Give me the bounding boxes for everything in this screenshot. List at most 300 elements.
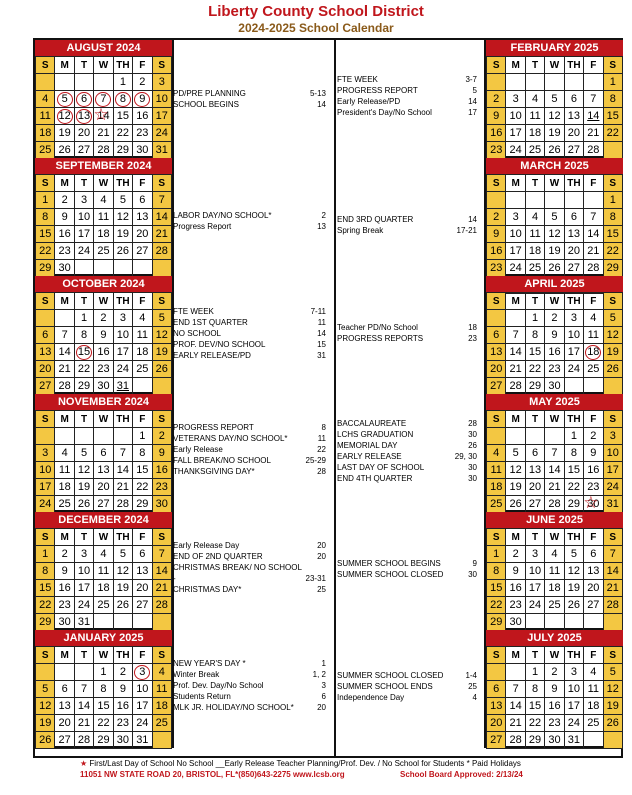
day-cell: 8 bbox=[36, 563, 55, 580]
event-label: SUMMER SCHOOL CLOSED bbox=[337, 671, 444, 680]
day-cell: 28 bbox=[94, 142, 113, 159]
day-cell: 2 bbox=[133, 74, 152, 91]
day-cell: 13 bbox=[487, 698, 506, 715]
day-cell: 25 bbox=[94, 597, 113, 614]
day-cell: 27 bbox=[55, 732, 74, 749]
day-header: S bbox=[36, 175, 55, 192]
day-header: T bbox=[525, 529, 544, 546]
day-header: TH bbox=[113, 293, 132, 310]
day-header: S bbox=[487, 529, 506, 546]
event-date: 14 bbox=[317, 100, 326, 109]
day-cell: 13 bbox=[564, 108, 583, 125]
day-cell: 13 bbox=[487, 344, 506, 361]
day-cell: 12 bbox=[603, 327, 622, 344]
day-cell: 24 bbox=[36, 496, 55, 513]
day-cell: 6 bbox=[74, 91, 93, 108]
day-cell: 2 bbox=[487, 209, 506, 226]
event-row bbox=[337, 462, 477, 473]
day-cell: 11 bbox=[525, 108, 544, 125]
day-cell: 22 bbox=[74, 361, 93, 378]
event-date: 29, 30 bbox=[454, 452, 477, 461]
day-header: S bbox=[603, 529, 622, 546]
day-cell: 5 bbox=[152, 310, 171, 327]
day-cell: 9 bbox=[487, 108, 506, 125]
day-header: W bbox=[545, 411, 564, 428]
day-cell: 11 bbox=[36, 108, 55, 125]
day-cell: 22 bbox=[36, 243, 55, 260]
event-label: Prof. Dev. Day/No School bbox=[173, 681, 264, 690]
day-cell: 16 bbox=[94, 344, 113, 361]
event-row bbox=[173, 669, 326, 680]
event-row bbox=[173, 422, 326, 433]
day-header: F bbox=[133, 647, 152, 664]
day-header: T bbox=[525, 57, 544, 74]
day-cell: 24 bbox=[113, 361, 132, 378]
day-cell: 15 bbox=[94, 698, 113, 715]
day-header: M bbox=[506, 647, 525, 664]
day-cell: 26 bbox=[36, 732, 55, 749]
day-cell: 15 bbox=[113, 108, 132, 125]
events-block bbox=[173, 88, 326, 110]
day-cell: 27 bbox=[74, 142, 93, 159]
day-cell: 23 bbox=[487, 142, 506, 159]
day-header: T bbox=[74, 647, 93, 664]
day-cell: 9 bbox=[584, 445, 603, 462]
day-cell: 31 bbox=[133, 732, 152, 749]
month-header: APRIL 2025 bbox=[486, 276, 623, 292]
day-cell: 14 ☆ bbox=[94, 108, 113, 125]
month-header: MAY 2025 bbox=[486, 394, 623, 410]
day-cell: 8 bbox=[133, 445, 152, 462]
day-cell: 21 bbox=[94, 125, 113, 142]
event-date: 30 bbox=[468, 570, 477, 579]
day-cell: 29 bbox=[487, 614, 506, 631]
month-table bbox=[486, 56, 623, 159]
day-cell: 7 bbox=[584, 209, 603, 226]
day-cell: 14 bbox=[74, 698, 93, 715]
day-cell: 11 bbox=[584, 681, 603, 698]
day-cell: 2 bbox=[584, 428, 603, 445]
day-cell: 1 bbox=[36, 546, 55, 563]
day-cell: 12 bbox=[545, 226, 564, 243]
day-cell: 7 bbox=[152, 546, 171, 563]
day-cell: 5 bbox=[74, 445, 93, 462]
day-cell: 12 bbox=[152, 327, 171, 344]
day-cell: 9 bbox=[133, 91, 152, 108]
event-row bbox=[173, 350, 326, 361]
day-cell: 7 bbox=[584, 91, 603, 108]
day-cell: 29 bbox=[113, 142, 132, 159]
event-date: 20 bbox=[317, 541, 326, 550]
day-cell: 13 bbox=[584, 563, 603, 580]
day-cell bbox=[94, 260, 113, 277]
day-header: M bbox=[55, 529, 74, 546]
day-header: S bbox=[152, 293, 171, 310]
day-header: F bbox=[133, 529, 152, 546]
event-row bbox=[173, 680, 326, 691]
day-cell: 3 bbox=[152, 74, 171, 91]
month-table bbox=[486, 646, 623, 749]
event-date: 20 bbox=[317, 703, 326, 712]
day-cell: 6 bbox=[133, 192, 152, 209]
day-cell: 13 bbox=[74, 108, 93, 125]
day-header: W bbox=[94, 529, 113, 546]
day-cell: 23 bbox=[152, 479, 171, 496]
event-date: 23-31 bbox=[305, 574, 326, 583]
event-date: 9 bbox=[472, 559, 477, 568]
day-cell: 4 bbox=[584, 664, 603, 681]
day-cell: 14 bbox=[584, 108, 603, 125]
day-cell bbox=[564, 378, 583, 395]
day-cell: 15 bbox=[564, 462, 583, 479]
day-cell: 3 bbox=[564, 310, 583, 327]
day-cell: 7 bbox=[506, 327, 525, 344]
day-header: W bbox=[94, 57, 113, 74]
day-header: T bbox=[74, 175, 93, 192]
event-row bbox=[173, 455, 326, 466]
event-row bbox=[173, 551, 326, 562]
day-cell: 3 bbox=[36, 445, 55, 462]
day-header: T bbox=[74, 529, 93, 546]
day-cell: 3 bbox=[506, 91, 525, 108]
day-header: TH bbox=[113, 411, 132, 428]
day-cell: 8 bbox=[525, 327, 544, 344]
event-label: END 4TH QUARTER bbox=[337, 474, 413, 483]
day-cell: 26 bbox=[113, 243, 132, 260]
day-cell: 27 bbox=[94, 496, 113, 513]
day-cell: 21 bbox=[584, 243, 603, 260]
day-cell: 28 bbox=[506, 378, 525, 395]
day-header: M bbox=[55, 57, 74, 74]
day-cell: 11 bbox=[487, 462, 506, 479]
day-cell: 8 bbox=[603, 209, 622, 226]
day-cell: 26 bbox=[603, 361, 622, 378]
day-header: S bbox=[36, 647, 55, 664]
day-cell bbox=[584, 614, 603, 631]
center-divider bbox=[334, 40, 336, 756]
day-header: S bbox=[487, 293, 506, 310]
event-date: 14 bbox=[317, 329, 326, 338]
day-cell: 1 bbox=[525, 664, 544, 681]
day-cell: 9 bbox=[94, 327, 113, 344]
event-row bbox=[173, 88, 326, 99]
day-cell bbox=[584, 74, 603, 91]
day-cell: 23 bbox=[55, 597, 74, 614]
day-cell: 14 bbox=[152, 563, 171, 580]
event-date: 7-11 bbox=[310, 307, 326, 316]
day-cell: 5 bbox=[113, 546, 132, 563]
event-row bbox=[337, 96, 477, 107]
day-cell: 26 bbox=[545, 142, 564, 159]
day-header: T bbox=[74, 411, 93, 428]
day-header: W bbox=[94, 411, 113, 428]
day-cell: 2 bbox=[545, 664, 564, 681]
day-cell: 19 bbox=[564, 580, 583, 597]
day-cell: 11 bbox=[584, 327, 603, 344]
day-cell bbox=[564, 614, 583, 631]
day-cell: 21 bbox=[506, 715, 525, 732]
day-cell: 29 bbox=[603, 260, 622, 277]
day-cell: 15 bbox=[487, 580, 506, 597]
event-row bbox=[337, 473, 477, 484]
day-cell: 25 bbox=[525, 260, 544, 277]
day-cell: 2 bbox=[94, 310, 113, 327]
event-row bbox=[337, 569, 477, 580]
events-block bbox=[337, 74, 477, 118]
day-cell: 29 bbox=[36, 260, 55, 277]
event-label: Students Return bbox=[173, 692, 231, 701]
day-cell: 18 bbox=[94, 226, 113, 243]
day-cell: 14 bbox=[55, 344, 74, 361]
day-header: M bbox=[506, 529, 525, 546]
day-cell: 18 bbox=[133, 344, 152, 361]
day-cell: 20 bbox=[487, 715, 506, 732]
event-label: PD/PRE PLANNING bbox=[173, 89, 246, 98]
day-cell: 24 bbox=[564, 715, 583, 732]
day-cell: 26 bbox=[603, 715, 622, 732]
page-subtitle: 2024-2025 School Calendar bbox=[238, 21, 394, 35]
event-row bbox=[173, 221, 326, 232]
day-cell: 8 bbox=[94, 681, 113, 698]
day-cell: 5 bbox=[545, 209, 564, 226]
day-cell: 28 bbox=[152, 597, 171, 614]
day-header: T bbox=[525, 175, 544, 192]
event-row bbox=[173, 573, 326, 584]
day-cell: 30 bbox=[152, 496, 171, 513]
event-label: Early Release Day bbox=[173, 541, 240, 550]
day-cell: 4 bbox=[525, 91, 544, 108]
day-cell: 28 bbox=[506, 732, 525, 749]
day-cell: 20 bbox=[36, 361, 55, 378]
day-cell: 10 bbox=[74, 563, 93, 580]
event-label: Winter Break bbox=[173, 670, 220, 679]
day-cell: 27 bbox=[487, 732, 506, 749]
day-cell: 10 bbox=[525, 563, 544, 580]
event-label: NO SCHOOL bbox=[173, 329, 222, 338]
events-block bbox=[173, 540, 326, 595]
day-cell bbox=[152, 732, 171, 749]
day-cell: 3 bbox=[74, 192, 93, 209]
day-cell: 4 bbox=[133, 310, 152, 327]
day-header: W bbox=[545, 175, 564, 192]
day-cell: 6 bbox=[133, 546, 152, 563]
day-cell: 22 bbox=[133, 479, 152, 496]
day-cell bbox=[545, 428, 564, 445]
day-header: M bbox=[55, 647, 74, 664]
day-cell: 30 bbox=[545, 378, 564, 395]
day-header: T bbox=[525, 647, 544, 664]
day-cell: 18 bbox=[55, 479, 74, 496]
day-cell: 8 bbox=[36, 209, 55, 226]
day-cell bbox=[603, 142, 622, 159]
event-row bbox=[173, 466, 326, 477]
month-april-2025 bbox=[484, 276, 623, 394]
day-cell: 6 bbox=[564, 209, 583, 226]
day-cell: 10 bbox=[133, 681, 152, 698]
event-row bbox=[173, 306, 326, 317]
event-label: - bbox=[173, 574, 176, 583]
board-approved: School Board Approved: 2/13/24 bbox=[400, 770, 523, 779]
day-header: M bbox=[506, 411, 525, 428]
event-label: EARLY RELEASE/PD bbox=[173, 351, 251, 360]
day-cell: 14 bbox=[506, 698, 525, 715]
day-cell: 16 bbox=[545, 698, 564, 715]
day-cell: 24 bbox=[74, 597, 93, 614]
day-cell: 3 bbox=[525, 546, 544, 563]
day-cell: 2 bbox=[55, 192, 74, 209]
day-cell: 28 bbox=[584, 142, 603, 159]
month-table bbox=[35, 56, 172, 159]
day-cell: 22 bbox=[36, 597, 55, 614]
day-cell: 20 bbox=[564, 125, 583, 142]
day-cell: 7 bbox=[152, 192, 171, 209]
day-cell bbox=[55, 428, 74, 445]
event-label: BACCALAUREATE bbox=[337, 419, 407, 428]
day-cell: 30 ☆ bbox=[584, 496, 603, 513]
day-cell bbox=[584, 732, 603, 749]
day-cell bbox=[603, 378, 622, 395]
day-header: M bbox=[506, 293, 525, 310]
day-cell: 17 bbox=[564, 698, 583, 715]
event-label: CHRISTMAS BREAK/ NO SCHOOL bbox=[173, 563, 302, 572]
day-cell: 8 bbox=[564, 445, 583, 462]
day-cell bbox=[94, 428, 113, 445]
day-cell: 20 bbox=[525, 479, 544, 496]
event-row bbox=[337, 440, 477, 451]
day-cell: 18 bbox=[584, 698, 603, 715]
day-cell: 23 bbox=[487, 260, 506, 277]
day-cell: 29 bbox=[525, 378, 544, 395]
day-cell: 6 bbox=[94, 445, 113, 462]
event-date: 25 bbox=[317, 585, 326, 594]
day-cell: 17 bbox=[152, 108, 171, 125]
day-cell: 24 bbox=[603, 479, 622, 496]
event-label: MLK JR. HOLIDAY/NO SCHOOL* bbox=[173, 703, 294, 712]
event-label: MEMORIAL DAY bbox=[337, 441, 398, 450]
day-header: F bbox=[133, 57, 152, 74]
event-label: Early Release bbox=[173, 445, 223, 454]
day-cell: 14 bbox=[506, 344, 525, 361]
day-cell: 10 bbox=[36, 462, 55, 479]
month-june-2025 bbox=[484, 512, 623, 630]
day-header: S bbox=[36, 293, 55, 310]
day-header: S bbox=[487, 647, 506, 664]
day-cell: 6 bbox=[487, 681, 506, 698]
calendar-grid bbox=[33, 38, 623, 758]
event-date: 17 bbox=[468, 108, 477, 117]
event-date: 30 bbox=[468, 474, 477, 483]
event-date: 20 bbox=[317, 552, 326, 561]
day-cell: 18 bbox=[525, 125, 544, 142]
event-label: END 3RD QUARTER bbox=[337, 215, 414, 224]
day-header: S bbox=[152, 529, 171, 546]
day-cell bbox=[487, 192, 506, 209]
day-cell bbox=[74, 260, 93, 277]
month-table bbox=[486, 292, 623, 395]
day-cell: 21 bbox=[506, 361, 525, 378]
day-cell: 19 bbox=[506, 479, 525, 496]
day-cell: 11 bbox=[94, 563, 113, 580]
month-table bbox=[486, 410, 623, 513]
month-may-2025 bbox=[484, 394, 623, 512]
day-cell: 23 bbox=[94, 361, 113, 378]
month-table bbox=[35, 174, 172, 277]
day-cell: 4 bbox=[94, 192, 113, 209]
day-cell: 17 bbox=[113, 344, 132, 361]
day-cell: 1 bbox=[525, 310, 544, 327]
event-label: LCHS GRADUATION bbox=[337, 430, 414, 439]
day-cell: 9 bbox=[506, 563, 525, 580]
day-cell: 28 bbox=[113, 496, 132, 513]
day-header: F bbox=[584, 293, 603, 310]
day-header: M bbox=[506, 175, 525, 192]
day-cell: 17 bbox=[564, 344, 583, 361]
day-cell: 10 bbox=[506, 226, 525, 243]
day-header: S bbox=[603, 293, 622, 310]
event-row bbox=[337, 692, 477, 703]
day-cell: 5 bbox=[603, 664, 622, 681]
day-cell: 13 bbox=[564, 226, 583, 243]
month-table bbox=[35, 646, 172, 749]
day-cell: 25 bbox=[94, 243, 113, 260]
day-cell bbox=[564, 192, 583, 209]
day-cell bbox=[506, 310, 525, 327]
page-title: Liberty County School District bbox=[208, 3, 424, 20]
event-label: SUMMER SCHOOL ENDS bbox=[337, 682, 433, 691]
event-row bbox=[173, 702, 326, 713]
event-date: 26 bbox=[468, 441, 477, 450]
event-row bbox=[173, 328, 326, 339]
month-november-2024 bbox=[35, 394, 174, 512]
day-cell: 24 bbox=[506, 260, 525, 277]
day-cell: 21 bbox=[545, 479, 564, 496]
day-cell: 30 bbox=[506, 614, 525, 631]
day-cell: 23 bbox=[113, 715, 132, 732]
events-block bbox=[337, 214, 477, 236]
day-cell: 22 bbox=[94, 715, 113, 732]
events-block bbox=[337, 558, 477, 580]
day-cell: 27 bbox=[564, 260, 583, 277]
day-header: F bbox=[584, 647, 603, 664]
day-cell: 6 bbox=[55, 681, 74, 698]
event-label: FALL BREAK/NO SCHOOL bbox=[173, 456, 271, 465]
day-cell bbox=[584, 192, 603, 209]
day-cell: 26 bbox=[545, 260, 564, 277]
day-header: S bbox=[152, 647, 171, 664]
event-row bbox=[173, 317, 326, 328]
day-cell bbox=[152, 260, 171, 277]
day-cell: 20 bbox=[133, 580, 152, 597]
event-row bbox=[173, 210, 326, 221]
day-cell: 2 bbox=[506, 546, 525, 563]
day-cell: 25 bbox=[152, 715, 171, 732]
event-row bbox=[173, 540, 326, 551]
day-cell: 2 bbox=[545, 310, 564, 327]
day-header: TH bbox=[564, 411, 583, 428]
day-cell: 11 bbox=[152, 681, 171, 698]
day-cell: 7 bbox=[55, 327, 74, 344]
day-cell: 1 bbox=[133, 428, 152, 445]
day-cell: 19 bbox=[545, 243, 564, 260]
day-cell: 8 bbox=[113, 91, 132, 108]
event-row bbox=[173, 562, 326, 573]
day-cell bbox=[74, 74, 93, 91]
day-cell: 12 bbox=[564, 563, 583, 580]
events-block bbox=[173, 210, 326, 232]
day-header: M bbox=[506, 57, 525, 74]
event-date: 28 bbox=[468, 419, 477, 428]
day-header: TH bbox=[564, 529, 583, 546]
